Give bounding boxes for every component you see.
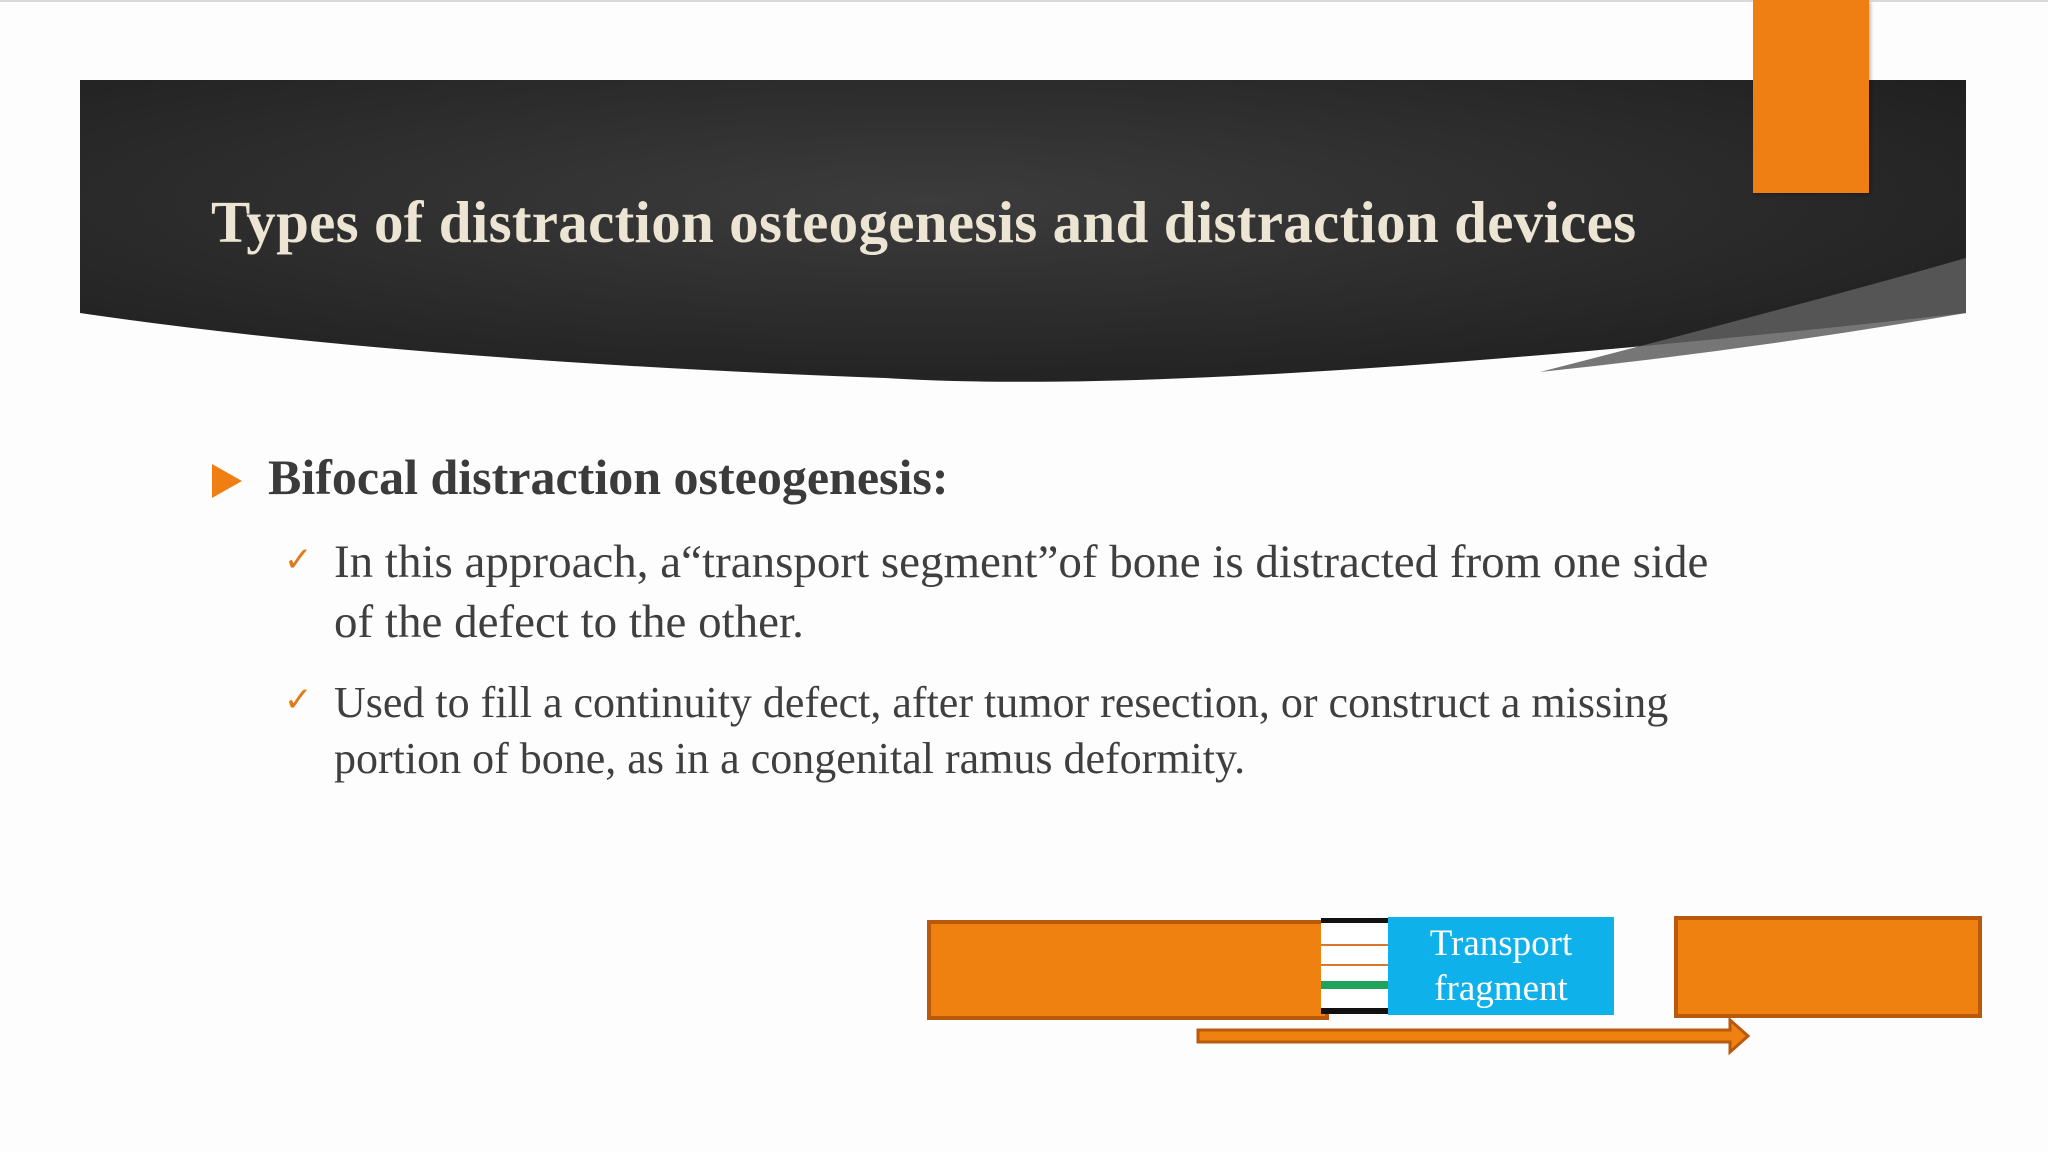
slide-title: Types of distraction osteogenesis and distraction devices [211, 189, 1637, 255]
bullet-item: In this approach, a“transport segment”of bone is distracted from one side of the defect to the other. [334, 536, 1709, 649]
transport-label-line1: Transport [1429, 922, 1573, 964]
gap-line [1321, 944, 1388, 946]
bone-segment-right [1674, 916, 1982, 1018]
transport-fragment-box [1388, 917, 1614, 1015]
gap-line [1321, 981, 1388, 989]
bullet-item: Used to fill a continuity defect, after tumor resection, or construct a missing portion of bone, as in a congenital ramus deformity. [334, 678, 1669, 783]
triangle-right-icon [212, 464, 242, 498]
distraction-gap [1321, 918, 1388, 1014]
direction-arrow-icon [1190, 1010, 1750, 1058]
check-icon: ✓ [284, 540, 313, 580]
gap-line [1321, 964, 1388, 966]
transport-label-line2: fragment [1434, 968, 1568, 1009]
bone-segment-left [927, 920, 1329, 1020]
gap-line [1321, 918, 1388, 923]
check-icon: ✓ [284, 680, 313, 720]
section-heading: Bifocal distraction osteogenesis: [268, 449, 949, 505]
accent-tab [1753, 0, 1869, 193]
